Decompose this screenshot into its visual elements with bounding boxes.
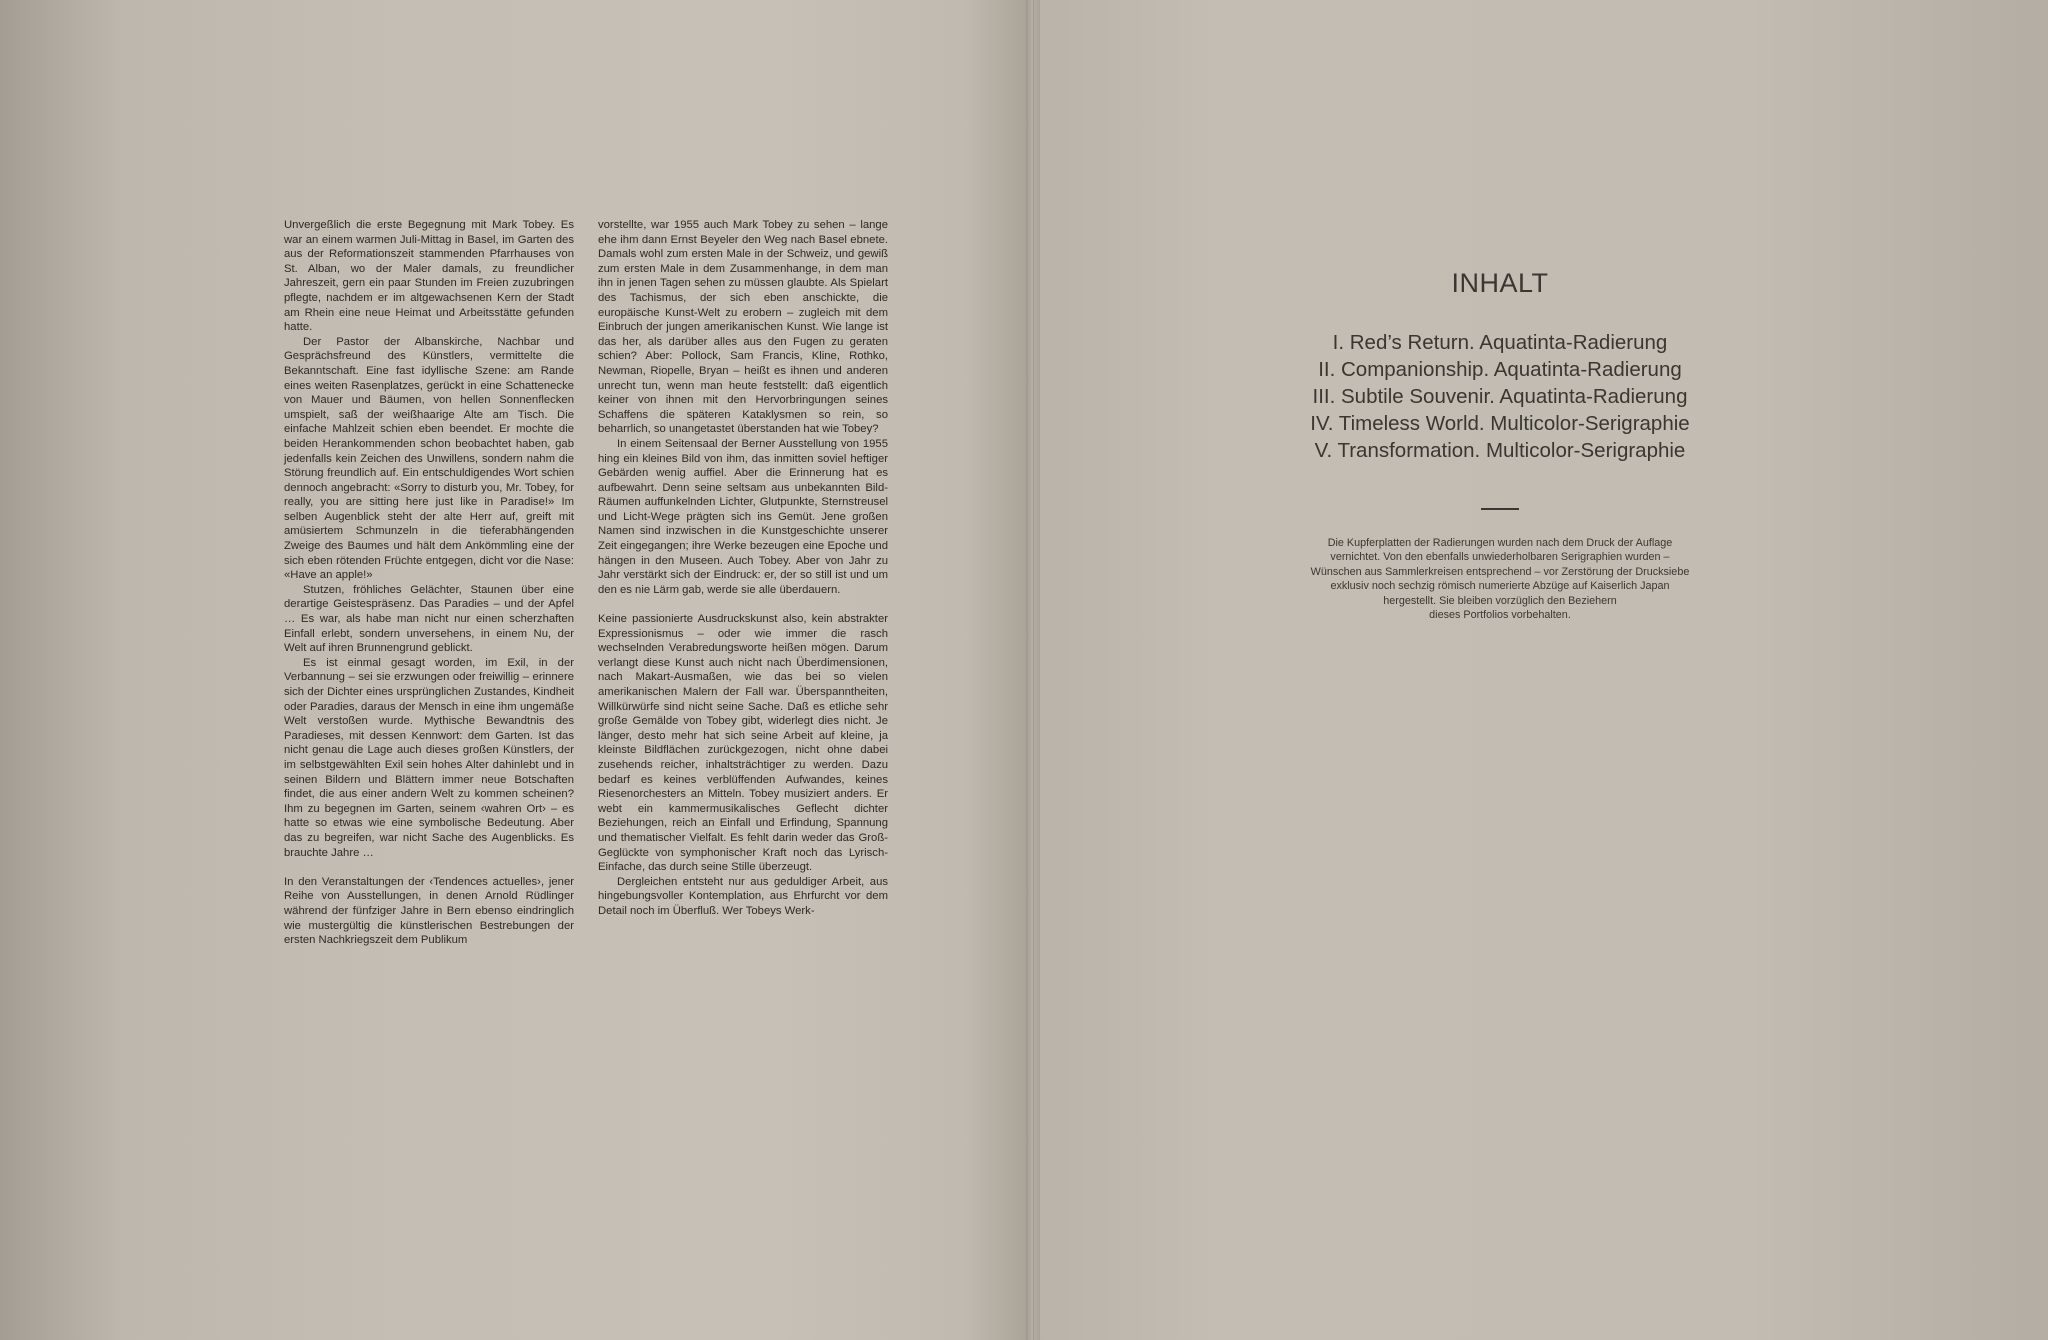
paragraph: Unvergeßlich die erste Begegnung mit Mark Tobey. Es war an einem warmen Juli-Mittag in Basel, im Garten des aus der Reformationszeit stammenden Pfarrhauses von St. Alban, wo der Maler damals, zu freundlicher Jahreszeit, gern ein paar Stunden im Freien zuzubringen pflegte, nachdem er im altgewachsenen Kern der Stadt am Rhein eine neue Heimat und Arbeitsstätte gefunden hatte. bbox=[284, 219, 574, 334]
right-page bbox=[1040, 0, 2048, 1340]
paragraph: Der Pastor der Albanskirche, Nachbar und Gesprächsfreund des Künstlers, vermittelte die Bekanntschaft. Eine fast idyllische Szene: am Rande eines weiten Rasenplatzes, gerückt in eine Schattenecke von Mauer und Bäumen, von hellen Sonnenflecken umspielt, saß der weißhaarige Alte am Tisch. Die einfache Mahlzeit schien eben beendet. Er mochte die beiden Herankommenden schon beobachtet haben, gab jedenfalls kein Zeichen des Unwillens, sondern nahm die Störung freundlich auf. Ein entschuldigendes Wort schien dennoch angebracht: «Sorry to disturb you, Mr. Tobey, for really, you are sitting here just like in Paradise!» Im selben Augenblick steht der alte Herr auf, greift mit amüsiertem Schmunzeln in die tieferabhängenden Zweige des Baumes und hält dem Ankömmling eine der sich eben rötenden Früchte entgegen, dicht vor die Nase: «Have an apple!» bbox=[284, 335, 574, 582]
edition-note bbox=[1270, 536, 1730, 622]
paragraph: Es ist einmal gesagt worden, im Exil, in der Verbannung – sei sie erzwungen oder freiwillig – erinnere sich der Dichter eines ursprünglichen Zustandes, Kindheit oder Paradies, daraus der Mensch in eine ihm ungemäße Welt verstoßen wurde. Mythische Bewandtnis des Paradieses, mit dessen Kennwort: dem Garten. Ist das nicht genau die Lage auch dieses großen Künstlers, der im selbstgewählten Exil sein hohes Alter dahinlebt und in seinen Bildern und Blättern immer neue Botschaften findet, die aus einer andern Welt zu kommen scheinen? Ihm zu begegnen im Garten, seinem ‹wahren Ort› – es hatte so etwas wie eine symbolische Bedeutung. Aber das zu begreifen, war nicht Sache des Augenblicks. Es brauchte Jahre … bbox=[284, 656, 574, 859]
contents-item: V. Transformation. Multicolor-Serigraphie bbox=[1314, 439, 1686, 462]
contents-item: II. Companionship. Aquatinta-Radierung bbox=[1318, 358, 1682, 381]
fold-line bbox=[1033, 0, 1034, 1340]
text-column-2 bbox=[598, 218, 888, 919]
table-of-contents bbox=[1240, 268, 1760, 510]
paragraph: Keine passionierte Ausdruckskunst also, kein abstrakter Expressionismus – oder wie immer die rasch wechselnden Verabredungsworte heißen mögen. Darum verlangt diese Kunst auch nicht nach Überdimensionen, nach Makart-Ausmaßen, wie das bei so vielen amerikanischen Malern der Fall war. Überspanntheiten, Willkürwürfe sind nicht seine Sache. Daß es etliche sehr große Gemälde von Tobey gibt, widerlegt dies nicht. Je länger, desto mehr hat sich seine Arbeit auf kleine, ja kleinste Bildflächen zurückgezogen, nicht ohne dabei zusehends reicher, inhaltsträchtiger zu werden. Dazu bedarf es keines verblüffenden Aufwandes, keines Riesenorchesters an Mitteln. Tobey musiziert anders. Er webt ein kammermusikalisches Geflecht dichter Beziehungen, reich an Einfall und Erfindung, Spannung und thematischer Vielfalt. Es fehlt darin weder das Groß-Geglückte von symphonischer Kraft noch das Lyrisch-Einfache, das durch seine Stille überzeugt. bbox=[598, 613, 888, 874]
note-line: exklusiv noch sechzig römisch numerierte Abzüge auf Kaiserlich Japan bbox=[1330, 580, 1670, 593]
paragraph: Stutzen, fröhliches Gelächter, Staunen über eine derartige Geistespräsenz. Das Paradies – und der Apfel … Es war, als habe man nicht nur einen scherzhaften Einfall erlebt, sondern unversehens, in einem Nu, der Welt auf ihren Brunnengrund geblickt. bbox=[284, 583, 574, 655]
contents-item: I. Red’s Return. Aquatinta-Radierung bbox=[1332, 331, 1668, 354]
divider-rule bbox=[1481, 508, 1519, 510]
contents-title: INHALT bbox=[1451, 268, 1549, 298]
contents-item: III. Subtile Souvenir. Aquatinta-Radierung bbox=[1312, 385, 1688, 408]
note-line: hergestellt. Sie bleiben vorzüglich den Beziehern bbox=[1383, 594, 1617, 607]
note-line: Die Kupferplatten der Radierungen wurden nach dem Druck der Auflage bbox=[1327, 537, 1673, 549]
contents-list bbox=[1240, 329, 1760, 464]
paragraph: In einem Seitensaal der Berner Ausstellung von 1955 hing ein kleines Bild von ihm, das inmitten soviel heftiger Gebärden wenig auffiel. Aber die Erinnerung hat es aufbewahrt. Denn seine seltsam aus unbekannten Bild-Räumen auffunkelnden Lichter, Glutpunkte, Sternstreusel und Licht-Wege prägten sich ins Gemüt. Jene großen Namen sind inzwischen in die Kunstgeschichte unserer Zeit eingegangen; ihre Werke bezeugen eine Epoche und hängen in den Museen. Auch Tobey. Aber von Jahr zu Jahr verstärkt sich der Eindruck: er, der so still ist und um den es nie Lärm gab, werde sie alle überdauern. bbox=[598, 437, 888, 596]
note-line: dieses Portfolios vorbehalten. bbox=[1429, 609, 1571, 622]
note-line: vernichtet. Von den ebenfalls unwiederholbaren Serigraphien wurden – bbox=[1330, 551, 1670, 564]
paragraph: In den Veranstaltungen der ‹Tendences actuelles›, jener Reihe von Ausstellungen, in denen Arnold Rüdlinger während der fünfziger Jahre in Bern ebenso eindringlich wie mustergültig die künstlerischen Bestrebungen der ersten Nachkriegszeit dem Publikum bbox=[284, 875, 574, 947]
text-column-1 bbox=[284, 218, 574, 948]
note-line: Wünschen aus Sammlerkreisen entsprechend – vor Zerstörung der Drucksiebe bbox=[1310, 565, 1690, 578]
paragraph: vorstellte, war 1955 auch Mark Tobey zu sehen – lange ehe ihm dann Ernst Beyeler den Weg nach Basel ebnete. Damals wohl zum ersten Male in der Schweiz, und gewiß zum ersten Male in dem Zusammenhange, in dem man ihn in jenen Tagen sehen zu müssen glaubte. Als Spielart des Tachismus, der sich eben anschickte, die europäische Kunst-Welt zu erobern – zugleich mit dem Einbruch der jungen amerikanischen Kunst. Wie lange ist das her, als darüber alles aus den Fugen zu geraten schien? Aber: Pollock, Sam Francis, Kline, Rothko, Newman, Riopelle, Bryan – heißt es ihnen und anderen unrecht tun, wenn man heute feststellt: daß eigentlich keiner von ihnen mit den Hervorbringungen seines Schaffens die späteren Kataklysmen so rein, so beharrlich, so unangetastet überstanden hat wie Tobey? bbox=[598, 219, 888, 436]
contents-item: IV. Timeless World. Multicolor-Serigraphie bbox=[1310, 412, 1690, 435]
paragraph: Dergleichen entsteht nur aus geduldiger Arbeit, aus hingebungsvoller Kontemplation, aus Ehrfurcht vor dem Detail noch im Überfluß. Wer Tobeys Werk- bbox=[598, 875, 888, 917]
